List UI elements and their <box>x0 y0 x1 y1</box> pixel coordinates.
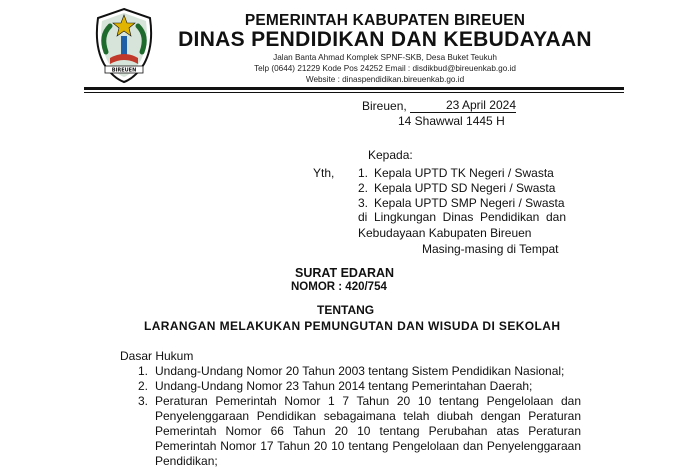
basis-number: 1. <box>138 364 149 378</box>
date-place: Bireuen, <box>362 99 407 113</box>
basis-item-line: Pemerintah Nomor 17 Tahun 20 10 tentang Pengelolaan dan Penyelenggaraan <box>155 439 581 453</box>
recipient-location: Kebudayaan Kabupaten Bireuen <box>358 226 532 240</box>
letterhead-rule-thin <box>84 92 624 93</box>
basis-item-line: Pendidikan; <box>155 454 218 468</box>
letterhead-website: Website : dinaspendidikan.bireuenkab.go.id <box>305 75 465 84</box>
basis-item-line: Penyelenggaraan Pendidikan sebagaimana telah diubah dengan Peraturan <box>155 409 581 423</box>
basis-item-line: Peraturan Pemerintah Nomor 1 7 Tahun 20 10 tentang Pengelolaan dan <box>155 394 581 408</box>
basis-item: Undang-Undang Nomor 23 Tahun 2014 tentang Pemerintahan Daerah; <box>155 379 533 393</box>
letterhead-rule-thick <box>84 87 624 90</box>
letterhead-agency: DINAS PENDIDIKAN DAN KEBUDAYAAN <box>178 28 592 51</box>
recipient-number: 3. <box>358 196 369 210</box>
date-hijri: 14 Shawwal 1445 H <box>398 114 505 128</box>
recipient-number: 2. <box>358 181 369 195</box>
letterhead-address: Jalan Banta Ahmad Komplek SPNF-SKB, Desa Buket Teukuh <box>273 53 497 62</box>
letter-type: SURAT EDARAN <box>295 266 395 280</box>
basis-item-line: Pemerintah Nomor 66 Tahun 20 10 tentang Perubahan atas Peraturan <box>155 424 581 438</box>
recipient-location: Masing-masing di Tempat <box>422 242 559 256</box>
recipient-location: di Lingkungan Dinas Pendidikan dan <box>358 210 566 224</box>
basis-heading: Dasar Hukum <box>120 349 194 363</box>
letterhead-contact: Telp (0644) 21229 Kode Pos 24252 Email : disdikbud@bireuenkab.go.id <box>254 64 516 73</box>
basis-item: Undang-Undang Nomor 20 Tahun 2003 tentang Sistem Pendidikan Nasional; <box>155 364 565 378</box>
letter-about: TENTANG <box>317 303 375 317</box>
basis-number: 3. <box>138 394 149 408</box>
recipient-yth: Yth, <box>313 166 335 180</box>
recipient-number: 1. <box>358 166 369 180</box>
date-gregorian: 23 April 2024 <box>410 99 516 113</box>
letterhead-government: PEMERINTAH KABUPATEN BIREUEN <box>244 12 526 29</box>
recipient-item: Kepala UPTD TK Negeri / Swasta <box>374 166 554 180</box>
basis-number: 2. <box>138 379 149 393</box>
recipient-item: Kepala UPTD SMP Negeri / Swasta <box>374 196 565 210</box>
recipient-item: Kepala UPTD SD Negeri / Swasta <box>374 181 556 195</box>
recipient-kepada: Kepada: <box>368 148 413 162</box>
letter-subject: LARANGAN MELAKUKAN PEMUNGUTAN DAN WISUDA DI SEKOLAH <box>144 319 561 333</box>
logo-banner-text: BIREUEN <box>111 67 137 74</box>
letter-number: NOMOR : 420/754 <box>291 281 387 293</box>
